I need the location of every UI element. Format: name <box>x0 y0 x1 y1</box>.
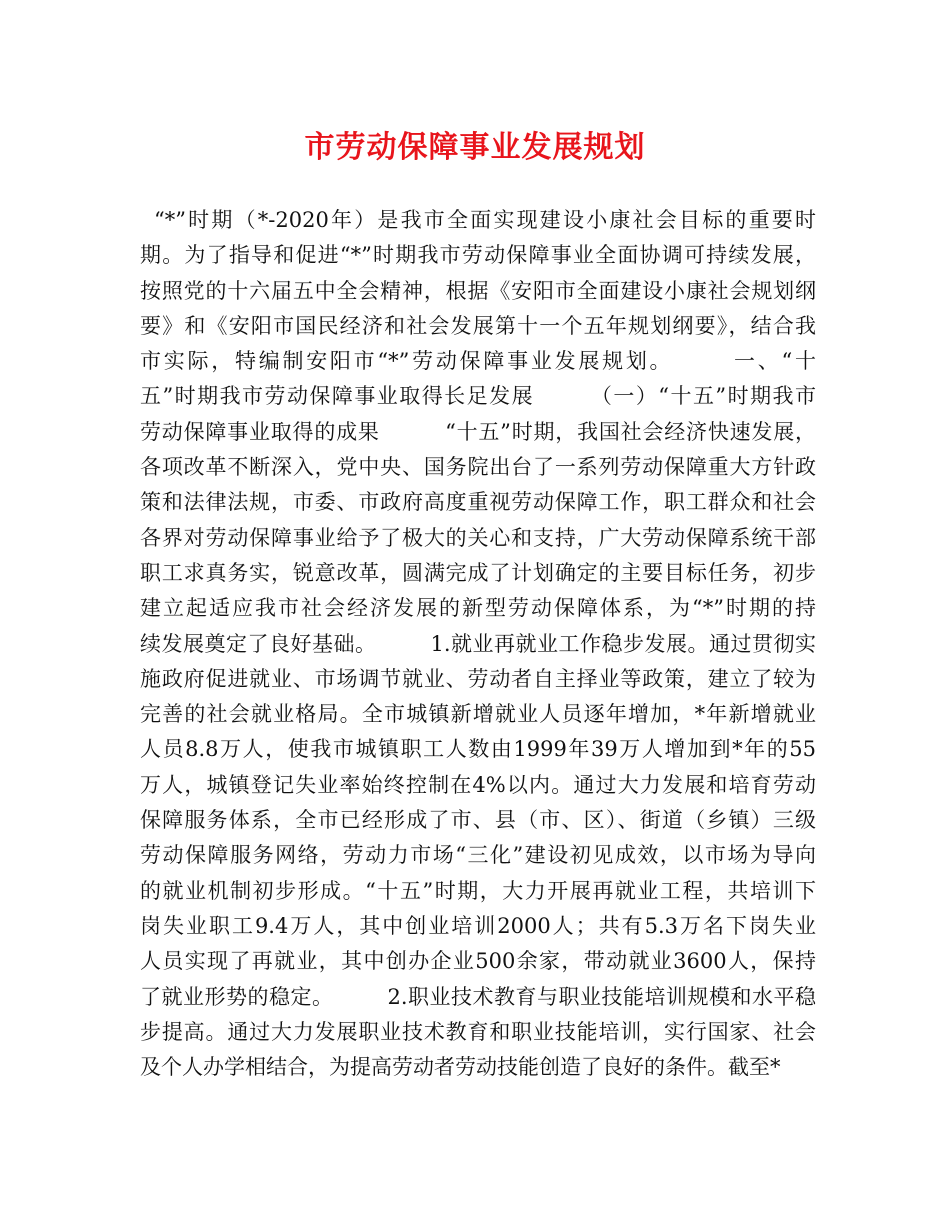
body-line: 万人，城镇登记失业率始终控制在4%以内。通过大力发展和培育劳动 <box>140 772 816 797</box>
body-line: 及个人办学相结合，为提高劳动者劳动技能创造了良好的条件。截至* <box>140 1055 781 1080</box>
body-line: 市实际，特编制安阳市“*”劳动保障事业发展规划。 一、“十 <box>140 349 816 374</box>
body-line: 要》和《安阳市国民经济和社会发展第十一个五年规划纲要》，结合我 <box>140 313 816 338</box>
body-line: 步提高。通过大力发展职业技术教育和职业技能培训，实行国家、社会 <box>140 1019 816 1044</box>
body-line: 完善的社会就业格局。全市城镇新增就业人员逐年增加，*年新增就业 <box>140 702 816 727</box>
body-line: 人员实现了再就业，其中创办企业500余家，带动就业3600人，保持 <box>140 949 816 974</box>
body-line: 各项改革不断深入，党中央、国务院出台了一系列劳动保障重大方针政 <box>140 455 816 480</box>
document-body <box>140 203 816 1085</box>
body-line: 按照党的十六届五中全会精神，根据《安阳市全面建设小康社会规划纲 <box>140 278 816 303</box>
body-line: 续发展奠定了良好基础。 1.就业再就业工作稳步发展。通过贯彻实 <box>140 631 816 656</box>
body-line: 了就业形势的稳定。 2.职业技术教育与职业技能培训规模和水平稳 <box>140 984 816 1009</box>
body-line: 五”时期我市劳动保障事业取得长足发展 （一）“十五”时期我市 <box>140 384 816 409</box>
document-title: 市劳动保障事业发展规划 <box>304 130 646 165</box>
body-line: 人员8.8万人，使我市城镇职工人数由1999年39万人增加到*年的55 <box>140 737 816 762</box>
body-line: 劳动保障事业取得的成果 “十五”时期，我国社会经济快速发展， <box>140 419 816 444</box>
body-line: “*”时期（*-2020年）是我市全面实现建设小康社会目标的重要时 <box>154 208 816 232</box>
body-line: 各界对劳动保障事业给予了极大的关心和支持，广大劳动保障系统干部 <box>140 525 816 550</box>
body-line: 岗失业职工9.4万人，其中创业培训2000人；共有5.3万名下岗失业 <box>140 913 816 938</box>
body-line: 职工求真务实，锐意改革，圆满完成了计划确定的主要目标任务，初步 <box>140 560 816 585</box>
body-line: 保障服务体系，全市已经形成了市、县（市、区）、街道（乡镇）三级 <box>140 808 816 833</box>
body-line: 劳动保障服务网络，劳动力市场“三化”建设初见成效，以市场为导向 <box>140 843 816 868</box>
body-line: 建立起适应我市社会经济发展的新型劳动保障体系，为“*”时期的持 <box>140 596 816 621</box>
body-line: 期。为了指导和促进“*”时期我市劳动保障事业全面协调可持续发展， <box>140 243 816 268</box>
body-line: 的就业机制初步形成。“十五”时期，大力开展再就业工程，共培训下 <box>140 878 816 903</box>
body-line: 策和法律法规，市委、市政府高度重视劳动保障工作，职工群众和社会 <box>140 490 816 515</box>
body-line: 施政府促进就业、市场调节就业、劳动者自主择业等政策，建立了较为 <box>140 666 816 691</box>
